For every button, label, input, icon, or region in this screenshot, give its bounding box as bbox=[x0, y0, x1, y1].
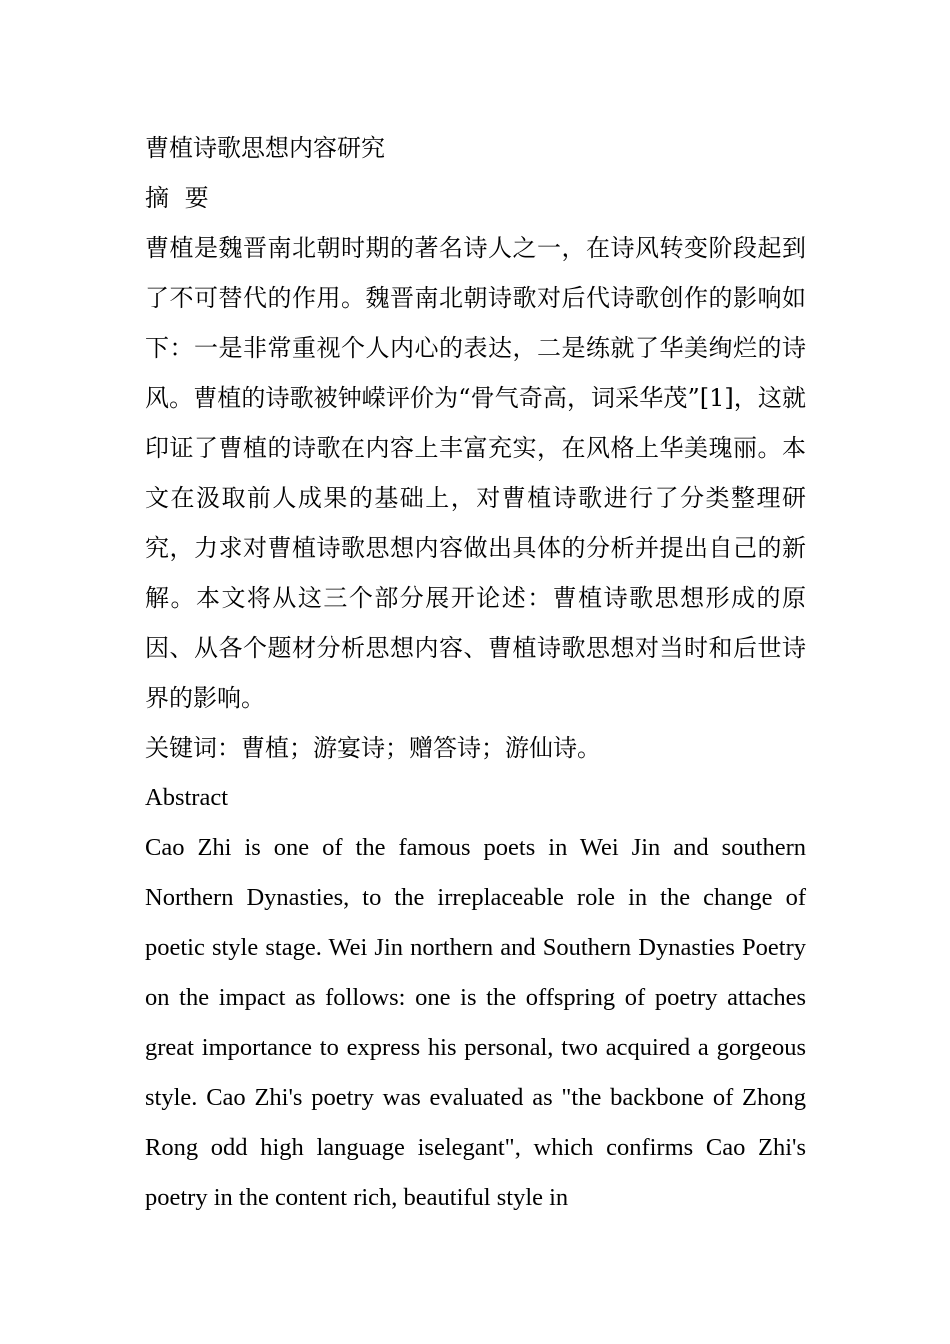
abstract-heading-cn: 摘 要 bbox=[145, 184, 213, 212]
abstract-body-en: Cao Zhi is one of the famous poets in Wei Jin and southern Northern Dynasties, to the irreplaceable role in the change of poetic style stage. Wei Jin northern and Southern Dynasties Poetry on the impact as follows: one is the offspring of poetry attaches great importance to express his personal, two acquired a gorgeous style. Cao Zhi's poetry was evaluated as "the backbone of Zhong Rong odd high language iselegant", which confirms Cao Zhi's poetry in the content rich, beautiful style in bbox=[145, 834, 806, 1211]
abstract-body-cn: 曹植是魏晋南北朝时期的著名诗人之一，在诗风转变阶段起到了不可替代的作用。魏晋南北朝诗歌对后代诗歌创作的影响如下：一是非常重视个人内心的表达，二是练就了华美绚烂的诗风。曹植的诗歌被钟嵘评价为“骨气奇高，词采华茂”[1]，这就印证了曹植的诗歌在内容上丰富充实，在风格上华美瑰丽。本文在汲取前人成果的基础上，对曹植诗歌进行了分类整理研究，力求对曹植诗歌思想内容做出具体的分析并提出自己的新解。本文将从这三个部分展开论述：曹植诗歌思想形成的原因、从各个题材分析思想内容、曹植诗歌思想对当时和后世诗界的影响。 bbox=[145, 234, 806, 712]
document-title: 曹植诗歌思想内容研究 bbox=[145, 134, 385, 162]
document-page bbox=[145, 123, 806, 1223]
abstract-heading-en: Abstract bbox=[145, 784, 228, 811]
keywords-cn: 关键词：曹植；游宴诗；赠答诗；游仙诗。 bbox=[145, 734, 601, 762]
